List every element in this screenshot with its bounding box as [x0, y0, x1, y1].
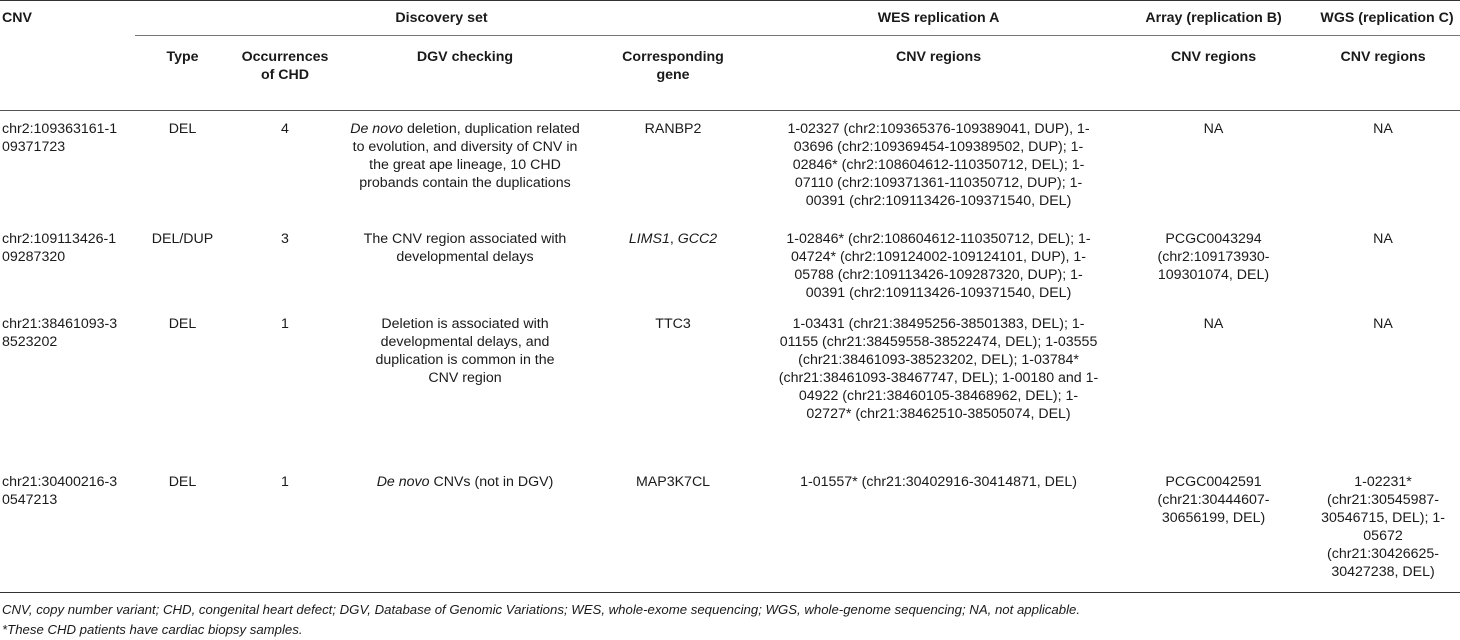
- cell-wes: 1-03431 (chr21:38495256-38501383, DEL); 1-01155 (chr21:38459558-38522474, DEL); 1-03555 (chr21:38461093-38523202, DEL); 1-03784* (chr21:38461093-38467747, DEL); 1-00180 and 1-04922 (chr21:38460105-38468962, DEL); 1-02727* (chr21:38462510-38505074, DEL): [778, 316, 1099, 422]
- header-wes-cnv-regions: CNV regions: [895, 49, 982, 65]
- cell-array: PCGC0042591 (chr21:30444607-30656199, DEL): [1157, 474, 1270, 526]
- cell-occurrences: 4: [281, 121, 289, 137]
- cell-gene: RANBP2: [644, 121, 702, 137]
- cell-type: DEL: [168, 474, 197, 490]
- header-type: Type: [166, 49, 199, 65]
- table-row: [0, 464, 1460, 593]
- cell-wgs: NA: [1373, 316, 1393, 332]
- header-wgs-cnv-regions: CNV regions: [1340, 49, 1426, 65]
- table-footnotes: [0, 593, 1460, 640]
- cell-cnv: chr21:30400216-30547213: [2, 474, 118, 508]
- cell-occurrences: 1: [281, 316, 289, 332]
- cell-wes: 1-02846* (chr2:108604612-110350712, DEL); 1-04724* (chr2:109124002-109124101, DUP), 1-05788 (chr2:109113426-109287320, DUP); 1-00391 (chr2:109113426-109371540, DEL): [786, 231, 1091, 301]
- cell-cnv: chr21:38461093-38523202: [2, 316, 118, 350]
- footnote-abbreviations: CNV, copy number variant; CHD, congenital heart defect; DGV, Database of Genomic Variations; WES, whole-exome sequencing; WGS, whole-genome sequencing; NA, not applicable.: [2, 602, 1080, 617]
- table-row: [0, 306, 1460, 464]
- cell-dgv: De novo CNVs (not in DGV): [376, 474, 554, 490]
- cell-wes: 1-02327 (chr2:109365376-109389041, DUP), 1-03696 (chr2:109369454-109389502, DUP); 1-02846* (chr2:108604612-110350712, DEL); 1-07110 (chr2:109371361-110350712, DUP); 1-00391 (chr2:109113426-109371540, DEL): [787, 121, 1090, 209]
- cell-cnv: chr2:109363161-109371723: [2, 121, 118, 155]
- cell-wgs: NA: [1373, 121, 1393, 137]
- cell-occurrences: 1: [281, 474, 289, 490]
- cell-occurrences: 3: [281, 231, 289, 247]
- cell-array: NA: [1203, 121, 1224, 137]
- header-wes-replication: WES replication A: [756, 1, 1121, 36]
- header-occurrences: Occurrences of CHD: [241, 49, 329, 83]
- cell-wgs: 1-02231* (chr21:30545987-30546715, DEL); 1-05672 (chr21:30426625-30427238, DEL): [1321, 474, 1445, 580]
- header-gene: Corresponding gene: [622, 49, 724, 83]
- cell-type: DEL: [168, 316, 197, 332]
- cell-cnv: chr2:109113426-109287320: [2, 231, 117, 265]
- cell-gene: MAP3K7CL: [635, 474, 711, 490]
- table-row: [0, 111, 1460, 222]
- cell-dgv: The CNV region associated with developmental delays: [363, 231, 567, 265]
- cell-array: PCGC0043294 (chr2:109173930-109301074, DEL): [1157, 231, 1270, 283]
- cell-array: NA: [1203, 316, 1224, 332]
- cell-gene: TTC3: [655, 316, 691, 332]
- header-discovery-set: Discovery set: [135, 1, 756, 36]
- header-array-cnv-regions: CNV regions: [1170, 49, 1257, 65]
- header-cnv: CNV: [2, 10, 32, 27]
- header-dgv-checking: DGV checking: [416, 49, 514, 65]
- cell-dgv: Deletion is associated with developmental delays, and duplication is common in the CNV region: [375, 316, 555, 386]
- header-cnv-spacer: [0, 36, 135, 111]
- cell-wes: 1-01557* (chr21:30402916-30414871, DEL): [800, 474, 1077, 490]
- cell-type: DEL: [168, 121, 197, 137]
- cell-gene: LIMS1, GCC2: [628, 231, 718, 247]
- header-wgs-replication: WGS (replication C): [1306, 1, 1460, 36]
- cell-type: DEL/DUP: [151, 231, 214, 247]
- header-array-replication: Array (replication B): [1121, 1, 1306, 36]
- table-row: [0, 221, 1460, 306]
- cell-dgv: De novo deletion, duplication related to evolution, and diversity of CNV in the great ape lineage, 10 CHD probands contain the duplications: [350, 121, 580, 191]
- cell-wgs: NA: [1373, 231, 1393, 247]
- footnote-asterisk: *These CHD patients have cardiac biopsy samples.: [2, 622, 303, 637]
